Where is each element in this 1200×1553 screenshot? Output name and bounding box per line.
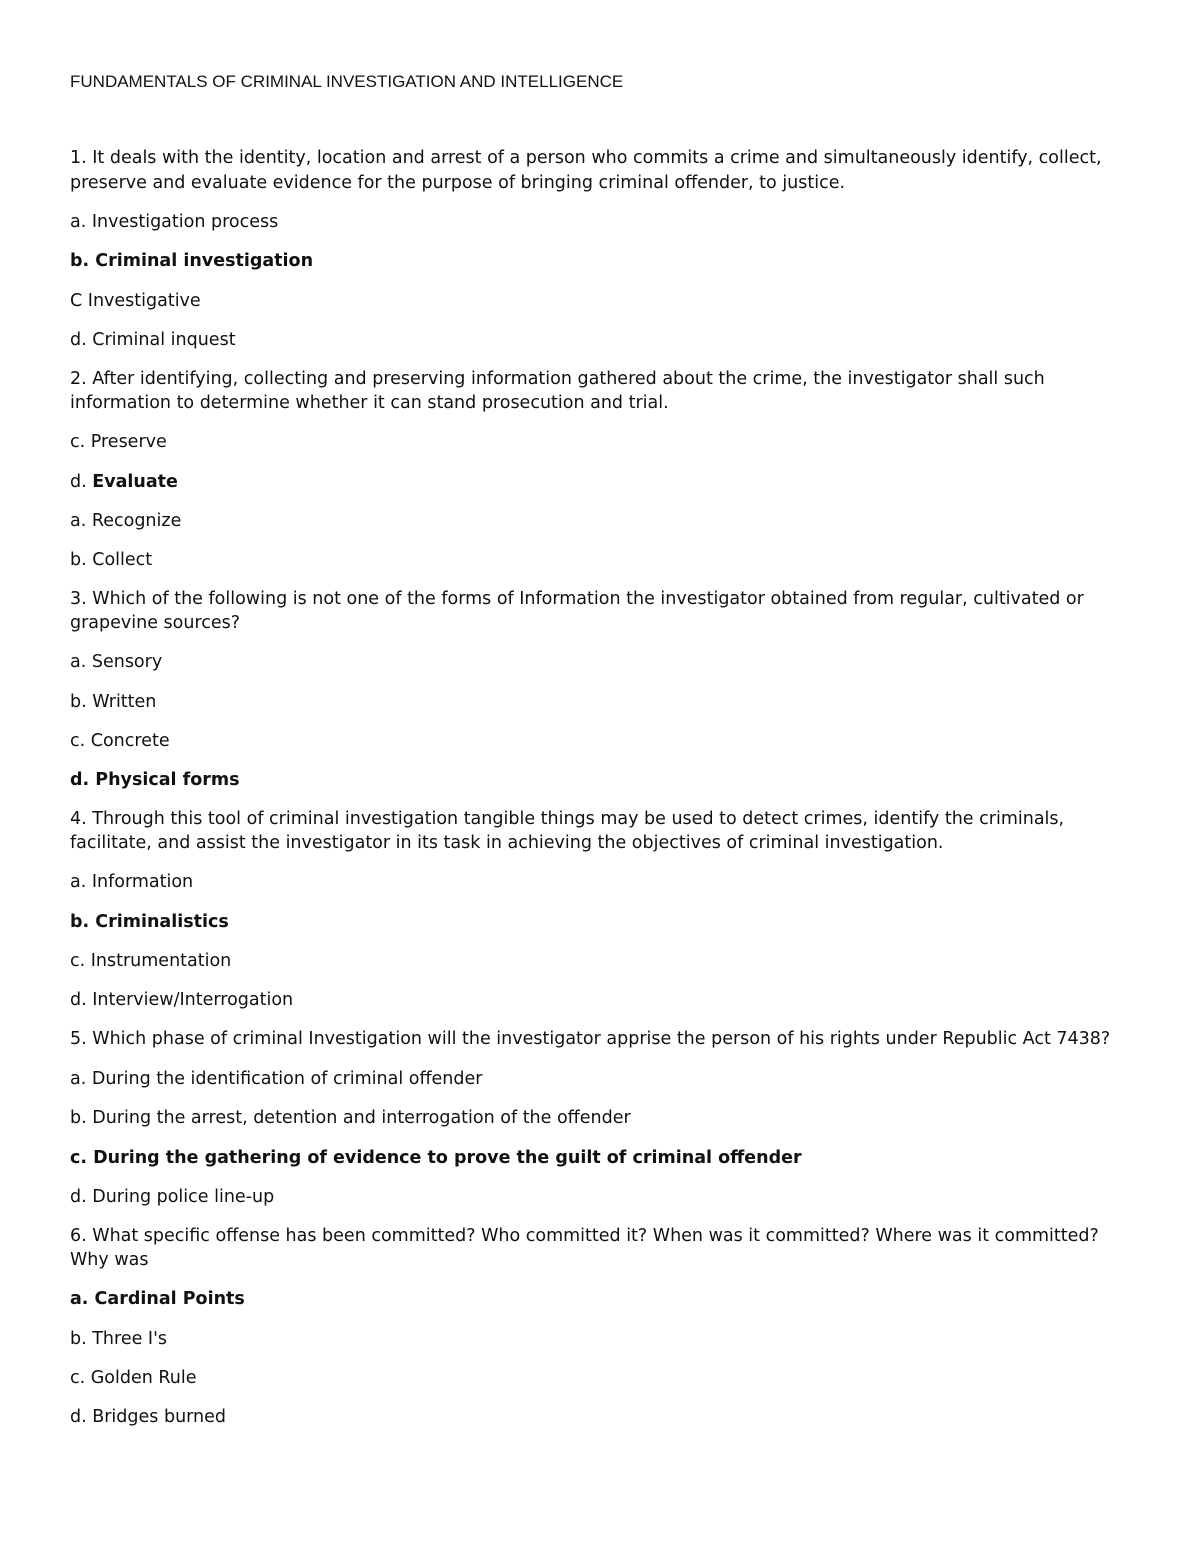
question-6-stem-line-1: 6. What specific offense has been committed? Who committed it? When was it committed? Where was it committed? [70,1226,1099,1246]
question-3-stem-line-1: 3. Which of the following is not one of the forms of Information the investigator obtained from regular, cultivated or [70,589,1084,609]
question-2-stem-line-1: 2. After identifying, collecting and preserving information gathered about the crime, the investigator shall such [70,369,1045,389]
question-3-choice-b: b. Written [70,692,157,712]
question-2-stem-line-2: information to determine whether it can stand prosecution and trial. [70,393,669,413]
question-3-choice-c: c. Concrete [70,731,170,751]
question-5-choice-d: d. During police line-up [70,1187,275,1207]
question-5-choice-b: b. During the arrest, detention and interrogation of the offender [70,1108,631,1128]
question-2-choice-d-text: Evaluate [92,472,178,492]
question-4-choice-a: a. Information [70,872,194,892]
question-6-stem-line-2: Why was [70,1250,149,1270]
question-6-choice-b: b. Three I's [70,1329,168,1349]
question-3-stem-line-2: grapevine sources? [70,613,241,633]
question-1-stem-line-2: preserve and evaluate evidence for the purpose of bringing criminal offender, to justice. [70,173,846,193]
question-1-choice-b-answer: b. Criminal investigation [70,251,314,271]
question-2-choice-a: a. Recognize [70,511,182,531]
question-3-choice-a: a. Sensory [70,652,163,672]
question-1-choice-a: a. Investigation process [70,212,279,232]
question-1-choice-d: d. Criminal inquest [70,330,236,350]
question-1-stem-line-1: 1. It deals with the identity, location and arrest of a person who commits a crime and simultaneously identify, collect, [70,148,1102,168]
question-2-choice-d-answer [70,470,178,494]
question-2-choice-c: c. Preserve [70,432,167,452]
question-3-choice-d-answer: d. Physical forms [70,770,240,790]
question-4-stem-line-2: facilitate, and assist the investigator in its task in achieving the objectives of criminal investigation. [70,833,944,853]
question-1-choice-c: C Investigative [70,291,201,311]
question-2-choice-d-prefix: d. [70,472,93,492]
question-5-choice-c-answer: c. During the gathering of evidence to prove the guilt of criminal offender [70,1148,802,1168]
question-4-choice-c: c. Instrumentation [70,951,232,971]
question-5-choice-a: a. During the identification of criminal offender [70,1069,483,1089]
question-4-choice-d: d. Interview/Interrogation [70,990,294,1010]
question-4-choice-b-answer: b. Criminalistics [70,912,229,932]
question-2-choice-b: b. Collect [70,550,153,570]
question-4-stem-line-1: 4. Through this tool of criminal investigation tangible things may be used to detect crimes, identify the criminals, [70,809,1065,829]
document-title: FUNDAMENTALS OF CRIMINAL INVESTIGATION AND INTELLIGENCE [70,72,624,91]
question-6-choice-c: c. Golden Rule [70,1368,197,1388]
question-6-choice-a-answer: a. Cardinal Points [70,1289,245,1309]
question-6-choice-d: d. Bridges burned [70,1407,227,1427]
question-5-stem-line-1: 5. Which phase of criminal Investigation will the investigator apprise the person of his rights under Republic Act 7438? [70,1029,1111,1049]
